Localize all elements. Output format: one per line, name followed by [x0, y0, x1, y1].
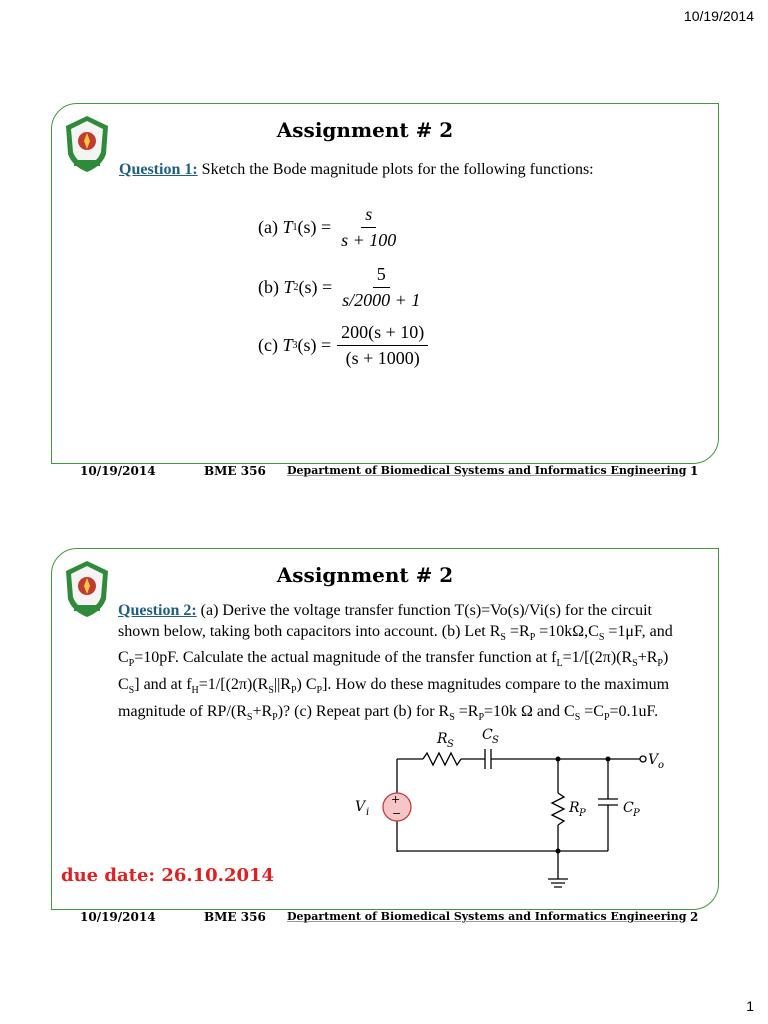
footer-date: 10/19/2014: [80, 464, 156, 478]
label-cp: C: [623, 800, 634, 816]
page-number: 1: [746, 998, 754, 1014]
question-label: Question 1:: [119, 161, 198, 178]
footer-slide-number: 2: [690, 910, 699, 924]
capacitor-cp: [598, 799, 618, 805]
question-label: Question 2:: [118, 602, 197, 619]
vo-terminal: [640, 756, 646, 762]
slide-2: [51, 548, 719, 910]
label-vi-sub: i: [366, 807, 370, 818]
question-1: [119, 160, 594, 180]
footer-department: Department of Biomedical Systems and Informatics Engineering: [287, 910, 687, 923]
label-cs-sub: S: [492, 735, 499, 746]
header-date: 10/19/2014: [683, 8, 754, 24]
equation-c: (c) T 3 (s) = $\frac{200(s + 10)}{(s + 1000)}$: [258, 322, 428, 369]
equation-a: (a) T 1 (s) = $\frac{s}{s + 100}$: [258, 204, 397, 250]
footer-course: BME 356: [204, 464, 266, 478]
question-2: Question 2: (a) Derive the voltage transfer function T(s)=Vo(s)/Vi(s) for the circuit shown below, taking both capacitors into account. (b) Let $R_S =R_P =10k\Omega,C_S =1\mu F$, and $C_P=10pF$. Calculate the actual magnitude of the transfer function at $f_L=1/[(2\pi)(R_S+R_P)$ $C_S$] and at $f_H=1/[(2\pi)(R_S||R_P)$ $C_P$]. How do these magnitudes compare to the maximum magnitude of $RP/(R_S+R_P)$? (c) Repeat part (b) for $R_S =R_P=10k$ Ω and $C_S =C_P=0.1uF$.: [118, 602, 673, 723]
circuit-diagram: [345, 721, 675, 896]
footer-slide-number: 1: [690, 464, 699, 478]
label-rp-sub: P: [579, 808, 586, 819]
footer-date: 10/19/2014: [80, 910, 156, 924]
label-rp: R: [569, 800, 580, 816]
wire-bottom: [397, 851, 608, 852]
resistor-rp: [552, 793, 564, 825]
ground-symbol: [548, 851, 568, 887]
vi-plus: +: [391, 793, 401, 806]
resistor-rs: [423, 753, 461, 765]
label-cs: C: [482, 727, 493, 743]
footer-course: BME 356: [204, 910, 266, 924]
dot-node-1: [556, 757, 561, 762]
due-date: due date: 26.10.2014: [61, 865, 275, 886]
label-vi: V: [355, 799, 366, 815]
slide-title: Assignment # 2: [276, 118, 454, 142]
label-rs-sub: S: [447, 739, 454, 750]
equation-b: (b) T 2 (s) = $\frac{5}{s/2000 + 1}$: [258, 264, 421, 310]
footer-department: Department of Biomedical Systems and Informatics Engineering: [287, 464, 687, 477]
capacitor-cs: [485, 749, 491, 769]
question-text: Sketch the Bode magnitude plots for the following functions:: [197, 161, 594, 178]
label-cp-sub: P: [633, 808, 640, 819]
vi-minus: −: [392, 807, 402, 820]
label-vo: V: [648, 752, 659, 768]
label-rs: R: [437, 731, 448, 747]
label-vo-sub: o: [658, 760, 665, 771]
slide-1: [51, 103, 719, 464]
dot-node-3: [556, 849, 561, 854]
slide-title: Assignment # 2: [276, 563, 454, 587]
